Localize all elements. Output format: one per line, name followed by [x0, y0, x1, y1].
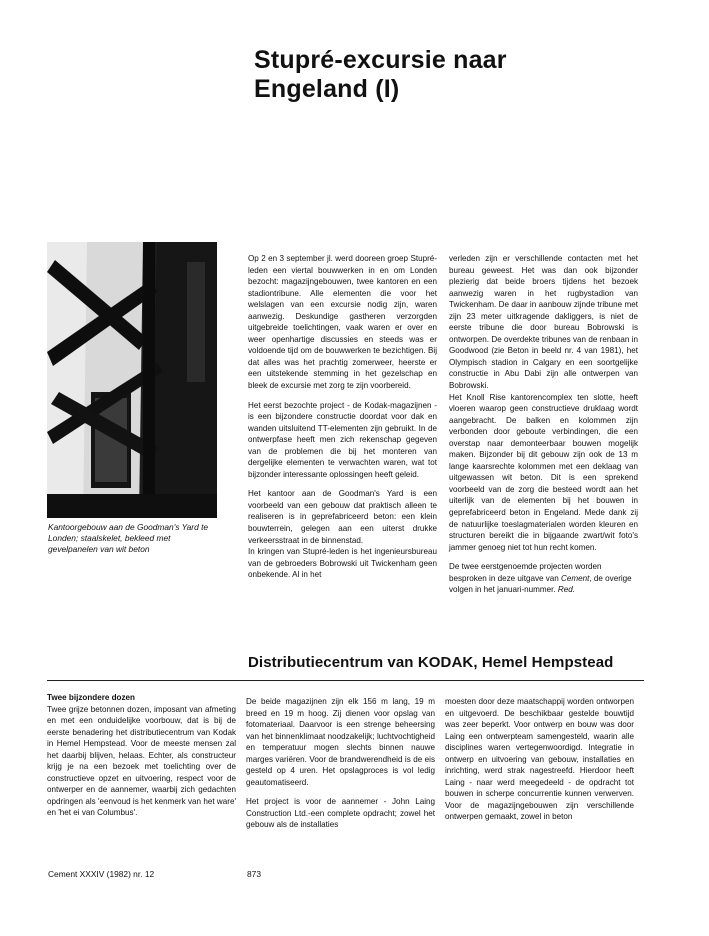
article-title-line-1: Stupré-excursie naar — [254, 46, 507, 74]
caption-line: Londen; staalskelet, bekleed met — [48, 533, 171, 543]
section-subheading: Twee bijzondere dozen — [47, 693, 135, 702]
caption-line: gevelpanelen van wit beton — [48, 544, 150, 554]
paragraph: Het eerst bezochte project - de Kodak-magazijnen - is een bijzondere constructie doordat voor dak en wanden uitsluitend TT-elementen zijn gebruikt. In de ontwerpfase heeft men zich rekenschap gegeven van de problemen die bij het monteren van dergelijke elementen te verwachten waren, wat tot bijzonder interessante oplossingen heeft geleid. — [248, 400, 437, 479]
page-number: 873 — [247, 869, 261, 879]
magazine-name: Cement — [561, 573, 590, 583]
article-title-line-2: Engeland (I) — [254, 75, 400, 103]
editorial-note-text: De twee eerstgenoemde projecten worden besproken in deze uitgave van — [449, 562, 602, 583]
section-column-3 — [445, 696, 634, 831]
section-heading: Distributiecentrum van KODAK, Hemel Hempstead — [248, 654, 614, 671]
section-column-1 — [47, 692, 236, 827]
article-column-2 — [449, 253, 638, 604]
editorial-note — [449, 561, 638, 596]
article-title — [254, 46, 674, 104]
paragraph: De beide magazijnen zijn elk 156 m lang, 19 m breed en 19 m hoog. Zij dienen voor opslag van fotomateriaal. Daarvoor is een strenge beheersing van het binnenklimaat noodzakelijk; luchtvochtigheid en temperatuur mogen slechts binnen nauwe marges variëren. Voor de brandwerendheid is de eis gesteld op 4 uren. Het opslagproces is vol ledig geautomatiseerd. — [246, 697, 435, 787]
editorial-note-text: , de overige volgen in het januari-nummer. — [449, 573, 632, 595]
paragraph: moesten door deze maatschappij worden ontworpen en uitgevoerd. De beschikbaar gestelde bouwtijd was zeer beperkt. Voor ontwerp en bouw was door Laing een ontwerpteam samengesteld, waarin alle disciplines waren vertegenwoordigd. Integratie in ontwerp en uitvoering van gebouw, installaties en inrichting, werd strak nagestreefd. Hierdoor heeft Laing - naar werd meegedeeld - de opdracht tot bouwen in scherpe concurrentie kunnen verwerven. Voor de magazijngebouwen zijn verschillende ontwerpen gemaakt, zowel in beton — [445, 697, 634, 822]
section-divider — [47, 680, 644, 681]
paragraph: Het project is voor de aannemer - John Laing Construction Ltd.-een complete opdracht; zowel het gebouw als de installaties — [246, 797, 435, 830]
building-photo-illustration — [47, 242, 217, 518]
paragraph: verleden zijn er verschillende contacten met het bureau geweest. Het was dan ook bijzonder plezierig dat beide broers tijdens het bezoek aanwezig waren in het rugbystadion van Twickenham. De daar in aanbouw zijnde tribune met zijn 23 meter uitkragende dakliggers, is niet de eerste tribune die door bureau Bobrowski is ontworpen. De overdekte tribunes van de renbaan in Goodwood (zie Beton in beeld nr. 4 van 1981), het Olympisch stadion in Calgary en een soortgelijke constructie in Abu Dabi zijn alle ontwerpen van Bobrowski. — [449, 254, 638, 391]
paragraph: Het kantoor aan de Goodman's Yard is een voorbeeld van een gebouw dat praktisch alleen te realiseren is in geprefabriceerd beton: een klein bouwterrein, gelegen aan een uiterst drukke verkeersstraat in de binnenstad. — [248, 489, 437, 545]
article-column-1 — [248, 253, 437, 589]
editor-signature: Red. — [557, 585, 575, 595]
paragraph: Het Knoll Rise kantorencomplex ten slotte, heeft vloeren waarop geen constructieve druklaag wordt aangebracht. De balken en kolommen zijn verbonden door geboute verbindingen, die een overstap naar demonteerbaar bouwen mogelijk maken. Bijzonder bij dit gebouw zijn ook de 13 m lange kaarsrechte kolommen met een deklaag van uitgewassen wit beton. Dit is een sprekend voorbeeld van de zorg die besteed wordt aan het uiterlijk van de elementen bij het bouwen in geprefabriceerd beton in Engeland. Mede dank zij de natuurlijke toeslagmaterialen worden kleuren en structuren bereikt die in bijgaande zwart/wit foto's jammer genoeg niet tot hun recht komen. — [449, 392, 638, 552]
paragraph: Twee grijze betonnen dozen, imposant van afmeting en met een onduidelijke voorbouw, dat is bij de eerste benadering het distributiecentrum van Kodak in Hemel Hempstead. Voor de meeste mensen zal het daarbij blijven, helaas. Echter, als constructeur krijg je na een bezoek met toelichting over de constructieve opzet en uitvoering, respect voor de ontwerper en de aannemer, waarbij zich gedachten opdringen als 'eenvoud is het kenmerk van het ware' en 'het ei van Columbus'. — [47, 704, 236, 818]
photo-caption — [48, 522, 238, 555]
section-column-2 — [246, 696, 435, 839]
caption-line: Kantoorgebouw aan de Goodman's Yard te — [48, 522, 209, 532]
paragraph: Op 2 en 3 september jl. werd dooreen groep Stupré-leden een viertal bouwwerken in en om Londen bezocht: magazijngebouwen, twee kantoren en een stadiontribune. Alle elementen die voor het welslagen van een excursie nodig zijn, waren aanwezig. Deskundige gastheren verzorgden uitgebreide toelichtingen, vaak waren er over en weer openhartige discussies en steeds was er voldoende tijd om de bouwwerken te bezichtigen. Bij dat alles was het prachtig zomerweer, heerste er een uitstekende stemming in het gezelschap en bleek de excursie met zorg te zijn voorbereid. — [248, 254, 437, 391]
paragraph: In kringen van Stupré-leden is het ingenieursbureau van de gebroeders Bobrowski uit Twickenham geen onbekende. Al in het — [248, 547, 437, 580]
journal-reference: Cement XXXIV (1982) nr. 12 — [48, 869, 155, 879]
building-photo — [47, 242, 217, 518]
